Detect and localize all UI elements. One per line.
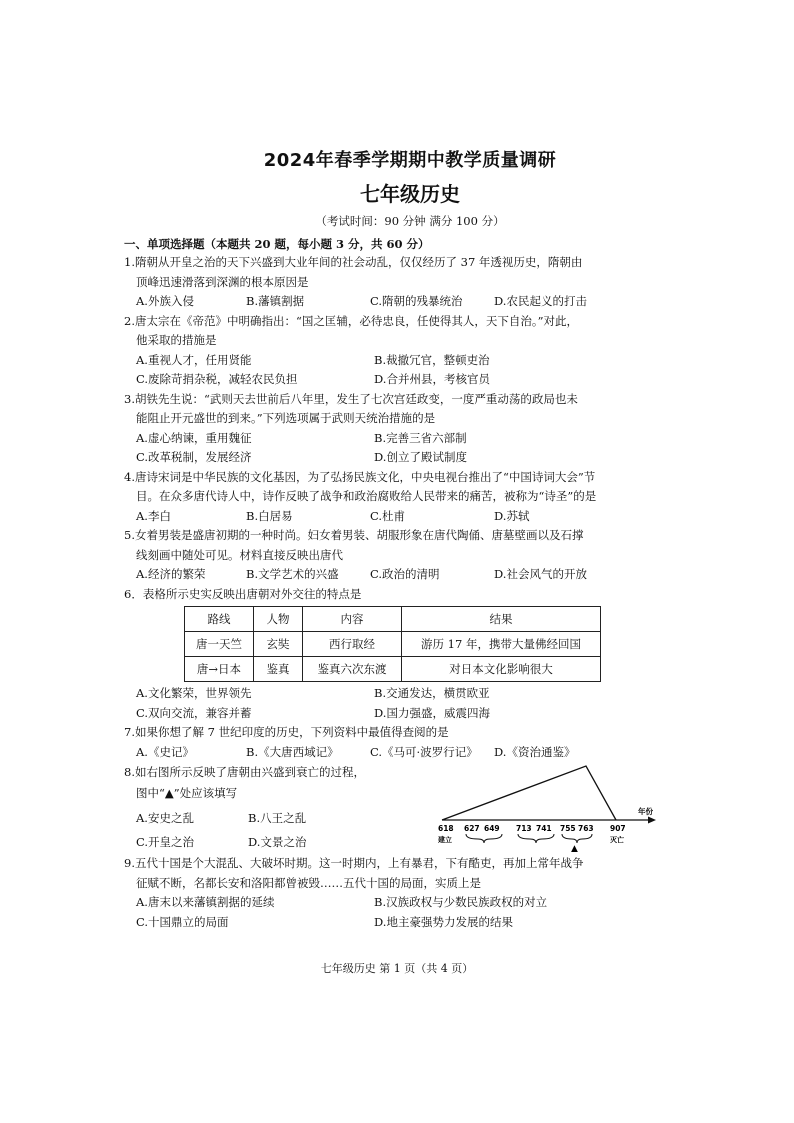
option: C.改革税制，发展经济 [136, 450, 252, 464]
year-label: 618 [438, 824, 454, 833]
option: B.八王之乱 [248, 811, 307, 825]
brace-kaiyuan [518, 834, 554, 843]
table-cell: 唐一天竺 [185, 632, 254, 657]
question-stem-line: 目。在众多唐代诗人中，诗作反映了战争和政治腐败给人民带来的痛苦，被称为“诗圣”的是 [136, 489, 597, 503]
question-8 [124, 762, 660, 854]
option: D.农民起义的打击 [494, 294, 587, 308]
question-stem-line: 2.唐太宗在《帝范》中明确指出：“国之匡辅，必待忠良，任使得其人，天下自治。”对此， [124, 313, 578, 328]
question-stem-line: 1.隋朝从开皇之治的天下兴盛到大业年间的社会动乱，仅仅经历了 37 年透视历史，隋朝由 [124, 255, 583, 269]
table-cell: 玄奘 [254, 632, 303, 657]
year-label: 627 [464, 824, 480, 833]
option: B.裁撤冗官，整顿吏治 [374, 352, 490, 367]
table-row [185, 657, 601, 682]
table-header: 内容 [303, 607, 402, 632]
table-cell: 游历 17 年，携带大量佛经回国 [402, 632, 601, 657]
option: B.《大唐西域记》 [246, 744, 339, 759]
options-2 [136, 351, 660, 390]
option: A.《史记》 [136, 744, 194, 759]
option: B.完善三省六部制 [374, 430, 467, 445]
page-footer: 七年级历史 第 1 页（共 4 页） [320, 962, 474, 975]
year-label: 713 [516, 824, 532, 833]
table-header-row [185, 607, 601, 632]
year-label: 649 [484, 824, 500, 833]
table-header: 人物 [254, 607, 303, 632]
option: D.合并州县，考核官员 [374, 372, 490, 386]
brace-zhenguan [466, 834, 502, 843]
exam-page [124, 140, 660, 932]
table-cell: 西行取经 [303, 632, 402, 657]
table-cell: 鉴真六次东渡 [303, 657, 402, 682]
option: D.地主豪强势力发展的结果 [374, 914, 513, 929]
question-stem-line: 5.女着男装是盛唐初期的一种时尚。妇女着男装、胡服形象在唐代陶俑、唐墓壁画以及石撑 [124, 528, 584, 542]
option: B.汉族政权与少数民族政权的对立 [374, 895, 548, 909]
exam-subtitle: 七年级历史 [360, 182, 460, 206]
table-header: 结果 [402, 607, 601, 632]
option: B.藩镇割据 [246, 294, 305, 308]
year-label: 907 [610, 824, 626, 833]
table-cell: 对日本文化影响很大 [402, 657, 601, 682]
brace-marker [562, 834, 592, 843]
option: A.李白 [136, 508, 171, 523]
option: B.白居易 [246, 508, 293, 523]
rise-fall-line [442, 766, 616, 820]
table-cell: 鉴真 [254, 657, 303, 682]
question-stem-line: 8.如右图所示反映了唐朝由兴盛到衰亡的过程， [124, 765, 365, 779]
table-row [185, 632, 601, 657]
option: C.废除苛捐杂税，减轻农民负担 [136, 372, 298, 386]
axis-label: 年份 [638, 807, 653, 816]
start-label: 建立 [438, 836, 452, 844]
option: D.国力强盛，威震四海 [374, 705, 490, 720]
question-3 [124, 390, 660, 429]
options-4 [136, 507, 660, 527]
option: C.十国鼎立的局面 [136, 914, 229, 929]
option: A.文化繁荣，世界领先 [136, 686, 252, 700]
question-5 [124, 526, 660, 565]
options-6 [136, 684, 660, 723]
exchange-table [184, 606, 601, 682]
year-label: 763 [578, 824, 594, 833]
question-stem-line: 他采取的措施是 [136, 333, 217, 347]
question-4 [124, 468, 660, 507]
end-label: 灭亡 [610, 836, 624, 844]
table-header: 路线 [185, 607, 254, 632]
option: C.开皇之治 [136, 835, 195, 849]
option: A.唐末以来藩镇割据的延续 [136, 895, 275, 909]
option: A.经济的繁荣 [136, 567, 206, 581]
question-stem-line: 4.唐诗宋词是中华民族的文化基因，为了弘扬民族文化，中央电视台推出了“中国诗词大会”节 [124, 469, 596, 484]
question-stem-line: 图中“▲”处应该填写 [136, 786, 238, 800]
question-stem-line: 9.五代十国是个大混乱、大破坏时期。这一时期内，上有暴君，下有酷吏，再加上常年战争 [124, 856, 584, 870]
question-7 [124, 723, 660, 743]
option: D.文景之治 [248, 835, 307, 849]
options-9 [136, 893, 660, 932]
year-labels [438, 824, 626, 833]
tang-timeline-figure [436, 754, 666, 852]
option: C.隋朝的残暴统治 [370, 294, 463, 308]
question-stem-line: 3.胡铁先生说：“武则天去世前后八年里，发生了七次宫廷政变，一度严重动荡的政局也未 [124, 391, 578, 406]
question-8-stem [124, 762, 424, 804]
question-9 [124, 854, 660, 893]
option: C.双向交流，兼容并蓄 [136, 705, 252, 720]
options-8 [136, 806, 368, 854]
options-3 [136, 429, 660, 468]
question-stem-line: 征赋不断，名都长安和洛阳都曾被毁……五代十国的局面，实质上是 [136, 875, 481, 890]
year-label: 741 [536, 824, 552, 833]
option: D.苏轼 [494, 508, 530, 523]
option: C.政治的清明 [370, 567, 440, 581]
option: B.文学艺术的兴盛 [246, 567, 339, 581]
table-cell: 唐→日本 [185, 657, 254, 682]
question-2 [124, 312, 660, 351]
marker-triangle-icon: ▲ [571, 844, 578, 852]
question-6 [124, 585, 660, 605]
question-stem-line: 7.如果你想了解 7 世纪印度的历史，下列资料中最值得查阅的是 [124, 725, 449, 739]
axis-arrow-icon [648, 817, 656, 824]
option: C.《马可·波罗行记》 [370, 744, 478, 759]
options-5 [136, 565, 660, 585]
option: A.外族入侵 [136, 294, 194, 308]
question-stem-line: 线刻画中随处可见。材料直接反映出唐代 [136, 547, 343, 562]
question-stem-line: 顶峰迅速滑落到深渊的根本原因是 [136, 274, 309, 289]
option: A.虚心纳谏，重用魏征 [136, 430, 252, 445]
question-stem-line: 6．表格所示史实反映出唐朝对外交往的特点是 [124, 586, 362, 601]
option: D.《资治通鉴》 [494, 744, 576, 759]
option: A.重视人才，任用贤能 [136, 352, 252, 367]
section-heading: 一、单项选择题（本题共 20 题，每小题 3 分，共 60 分） [124, 237, 430, 251]
exam-title: 2024年春季学期期中教学质量调研 [263, 150, 557, 171]
option: D.创立了殿试制度 [374, 450, 467, 464]
option: B.交通发达，横贯欧亚 [374, 686, 490, 700]
options-1 [136, 292, 660, 312]
option: D.社会风气的开放 [494, 567, 587, 581]
option: C.杜甫 [370, 508, 406, 523]
exam-meta: （考试时间：90 分钟 满分 100 分） [315, 214, 505, 228]
question-stem-line: 能阻止开元盛世的到来。”下列选项属于武则天统治措施的是 [136, 411, 436, 425]
year-label: 755 [560, 824, 576, 833]
option: A.安史之乱 [136, 811, 194, 825]
question-1 [124, 253, 660, 292]
